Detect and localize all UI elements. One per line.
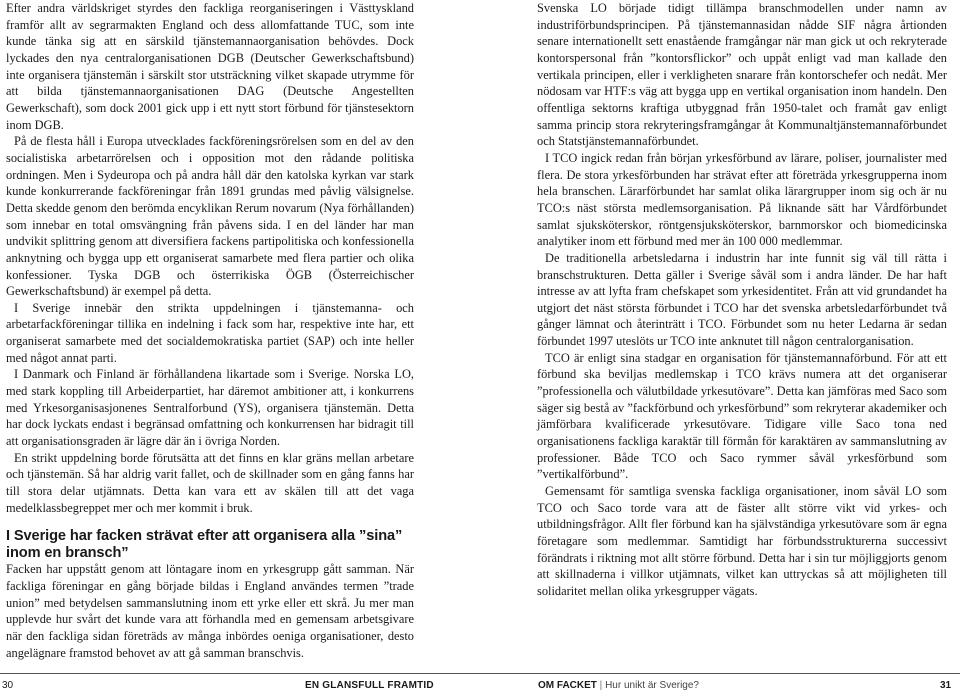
left-running-title: EN GLANSFULL FRAMTID <box>305 680 434 691</box>
left-page-number: 30 <box>2 680 14 691</box>
paragraph: I TCO ingick redan från början yrkesförbund av lärare, poliser, journalister med flera. De stora yrkesförbunden har strävat efter att företräda yrkesgrupperna inom hela branschen. Lärarförbundet har samlat olika lärargrupper inom sig och är nu TCO:s näst största medlemsorganisation. På liknande sätt har Vårdförbundet samlat sjuksköterskor, röntgensjuksköterskor, barnmorskor och biomedicinska analytiker inom ett förbund med mer än 100 000 medlemmar. <box>537 150 947 249</box>
paragraph: I Danmark och Finland är förhållandena likartade som i Sverige. Norska LO, med stark koppling till Arbeiderpartiet, har däremot ambitioner att, i konkurrens med Yrkesorganisasjonenes Sentralforbund (YS), organisera tjänstemän. Detta har dock lyckats endast i begränsad omfattning och konkurrensen har bidragit till att organisationsgraden är lägre där än i övriga Norden. <box>6 367 414 449</box>
paragraph: Gemensamt för samtliga svenska fackliga organisationer, inom såväl LO som TCO och Saco torde vara att de fäster allt större vikt vid yrkes- och utbildningsfrågor. Allt fler förbund kan ha självständiga yrkesutövare som är egna företagare som medlemmar. Samtidigt har förbundsstrukturerna successivt förändrats i riktning mot allt större förbund. Detta har i sin tur möjliggjorts genom att skillnaderna i villkor utjämnats, vilket kan uttryckas så att möjligheten till solidaritet mellan olika yrkesgrupper vägats. <box>537 484 947 598</box>
paragraph: I Sverige innebär den strikta uppdelningen i tjänstemanna- och arbetarfackföreningar tillika en indelning i fack som har, respektive inte har, ett organiserat samarbete med det socialdemokratiska partiet (SAP) och inte heller med något annat parti. <box>6 300 414 365</box>
paragraph: De traditionella arbetsledarna i industrin har inte funnit sig väl till rätta i branschstrukturen. Detta gäller i Sverige såväl som i andra länder. De har haft intresse av att lyfta fram chefskapet som yrkesidentitet. Från att vid grundandet ha utgjort det näst största förbundet i TCO har det svenska arbetsledarförbundet två gånger lämnat och återinträtt i TCO. Förbundet som nu heter Ledarna är sedan förbundet 1997 uteslöts ur TCO inte anknutet till någon centralorganisation. <box>537 250 947 349</box>
running-subtitle: Hur unikt är Sverige? <box>605 680 699 691</box>
right-page-number: 31 <box>940 680 952 691</box>
paragraph: Efter andra världskriget styrdes den fackliga reorganiseringen i Västtyskland framför allt av segrarmakten England och dess allomfattande TUC, som inte kunde tänka sig att en särskild tjänstemannaorganisation behövdes. Dock lyckades den nya centralorganisationen DGB (Deutscher Gewerkschaftsbund) inte organisera tjänstemän i särskilt stor utsträckning vilket skapade utrymme för att bilda tjänstemannaorganisationen DAG (Deutsche Angestellten Gewerkschaft), som dock 2001 gick upp i ett nytt stort förbund för tjänstesektorn inom DGB. <box>6 1 414 132</box>
paragraph: Facken har uppstått genom att löntagare inom en yrkesgrupp gått samman. När fackliga föreningar en gång började bildas i England användes termen ”trade union” med betydelsen sammanslutning inom ett yrke eller ett skrå. Ju mer man upplevde hur svårt det kunde vara att förhandla med en gemensam arbetsgivare när den fackliga sidan företräds av många inbördes oeniga organisationer, desto angelägnare framstod behovet av att gå samman branschvis. <box>6 562 414 660</box>
running-separator: | <box>599 680 603 691</box>
left-column <box>6 0 414 661</box>
paragraph: En strikt uppdelning borde förutsätta att det finns en klar gräns mellan arbetare och tjänstemän. Så har aldrig varit fallet, och de skillnader som en gång fanns har till stora delar utjämnats. Detta kan vara ett av skälen till att det vaga medelklassbegreppet mer och mer kommit i bruk. <box>6 450 414 515</box>
right-column <box>537 0 947 600</box>
footer-rule <box>0 673 960 674</box>
running-section: OM FACKET <box>538 680 597 691</box>
paragraph: Svenska LO började tidigt tillämpa branschmodellen under namn av industriförbundsprincipen. På tjänstemannasidan nådde SIF några årtionden senare internationellt sett enastående framgångar när man gick ut och rekryterade kontorspersonal från ”kontorsflickor” och uppåt enligt vad man kallade den vertikala principen, eller i verkligheten snarare från kontorschefer och nedåt. Mer nödosam var HTF:s väg att bygga upp en vertikal organisation inom handeln. Den offentliga sektorns kraftiga utbyggnad från 1950-talet och framåt gav enligt samma princip stora rekryteringsframgångar åt Kommunaltjänstemannaförbundet och Statstjänstemannaförbundet. <box>537 1 947 149</box>
right-running-title <box>538 680 699 692</box>
section-heading: I Sverige har facken strävat efter att organisera alla ”sina” inom en bransch” <box>6 528 403 561</box>
paragraph: På de flesta håll i Europa utvecklades fackföreningsrörelsen som en del av den socialistiska arbetarrörelsen och i opposition mot den rådande politiska ordningen. Men i Sydeuropa och på andra håll där den katolska kyrkan var stark kunde konkurrerande fackföreningar från 1891 grundas med påvlig välsignelse. Detta skedde genom den berömda encyklikan Rerum novarum (Nya förhållanden) som innebar en total omsvängning från påvens sida. I en del länder har man undvikit splittring genom att diversifiera fackens partipolitiska och konfessionella anknytning och bygga upp ett organiserat samarbete med flera partier och olika konfessioner. Tyska DGB och österrikiska ÖGB (Österreichischer Gewerkschaftsbund) är exempel på detta. <box>6 134 414 299</box>
paragraph: TCO är enligt sina stadgar en organisation för tjänstemannaförbund. För att ett förbund ska beviljas medlemskap i TCO krävs numera att det organiserar ”professionella och välutbildade yrkesutövare”. Detta kan jämföras med Saco som säger sig bestå av ”fackförbund och yrkesförbund” som rekryterar akademiker och jämförbara kvalificerade yrkesutövare. Tidigare ville Saco tona ned organisationens fackliga karaktär till förmån för karaktären av sammanslutning av professioner. Både TCO och Saco rymmer såväl yrkesförbund som ”vertikalförbund”. <box>537 350 947 482</box>
